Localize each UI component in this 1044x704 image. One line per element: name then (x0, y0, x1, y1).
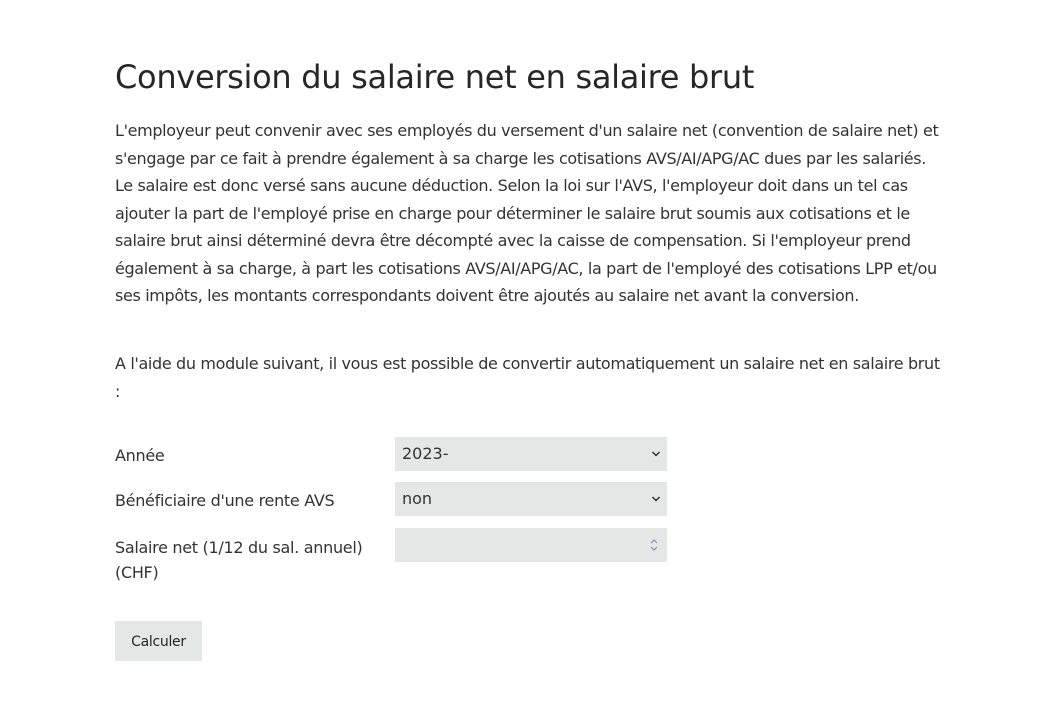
spinner-arrows-icon[interactable] (649, 536, 659, 554)
module-description: A l'aide du module suivant, il vous est possible de convertir automatiquement un salaire net en salaire brut : (115, 354, 940, 401)
page-title: Conversion du salaire net en salaire brut (115, 58, 755, 96)
salaire-input[interactable] (395, 528, 667, 562)
salaire-label: Salaire net (1/12 du sal. annuel) (CHF) (115, 538, 363, 582)
rente-select-value: non (402, 489, 433, 508)
calculer-button[interactable]: Calculer (115, 621, 202, 661)
rente-select[interactable] (395, 482, 667, 516)
year-label: Année (115, 446, 165, 465)
chevron-down-icon (651, 495, 661, 503)
rente-label: Bénéficiaire d'une rente AVS (115, 491, 335, 510)
chevron-down-icon (651, 450, 661, 458)
year-select[interactable] (395, 437, 667, 471)
year-select-value: 2023- (402, 444, 449, 463)
intro-paragraph: L'employeur peut convenir avec ses employés du versement d'un salaire net (convention de salaire net) et s'engage par ce fait à prendre également à sa charge les cotisations AVS/AI/APG/AC dues par les salariés. Le salaire est donc versé sans aucune déduction. Selon la loi sur l'AVS, l'employeur doit dans un tel cas ajouter la part de l'employé prise en charge pour déterminer le salaire brut soumis aux cotisations et le salaire brut ainsi déterminé devra être décompté avec la caisse de compensation. Si l'employeur prend également à sa charge, à part les cotisations AVS/AI/APG/AC, la part de l'employé des cotisations LPP et/ou ses impôts, les montants correspondants doivent être ajoutés au salaire net avant la conversion. (115, 121, 939, 305)
